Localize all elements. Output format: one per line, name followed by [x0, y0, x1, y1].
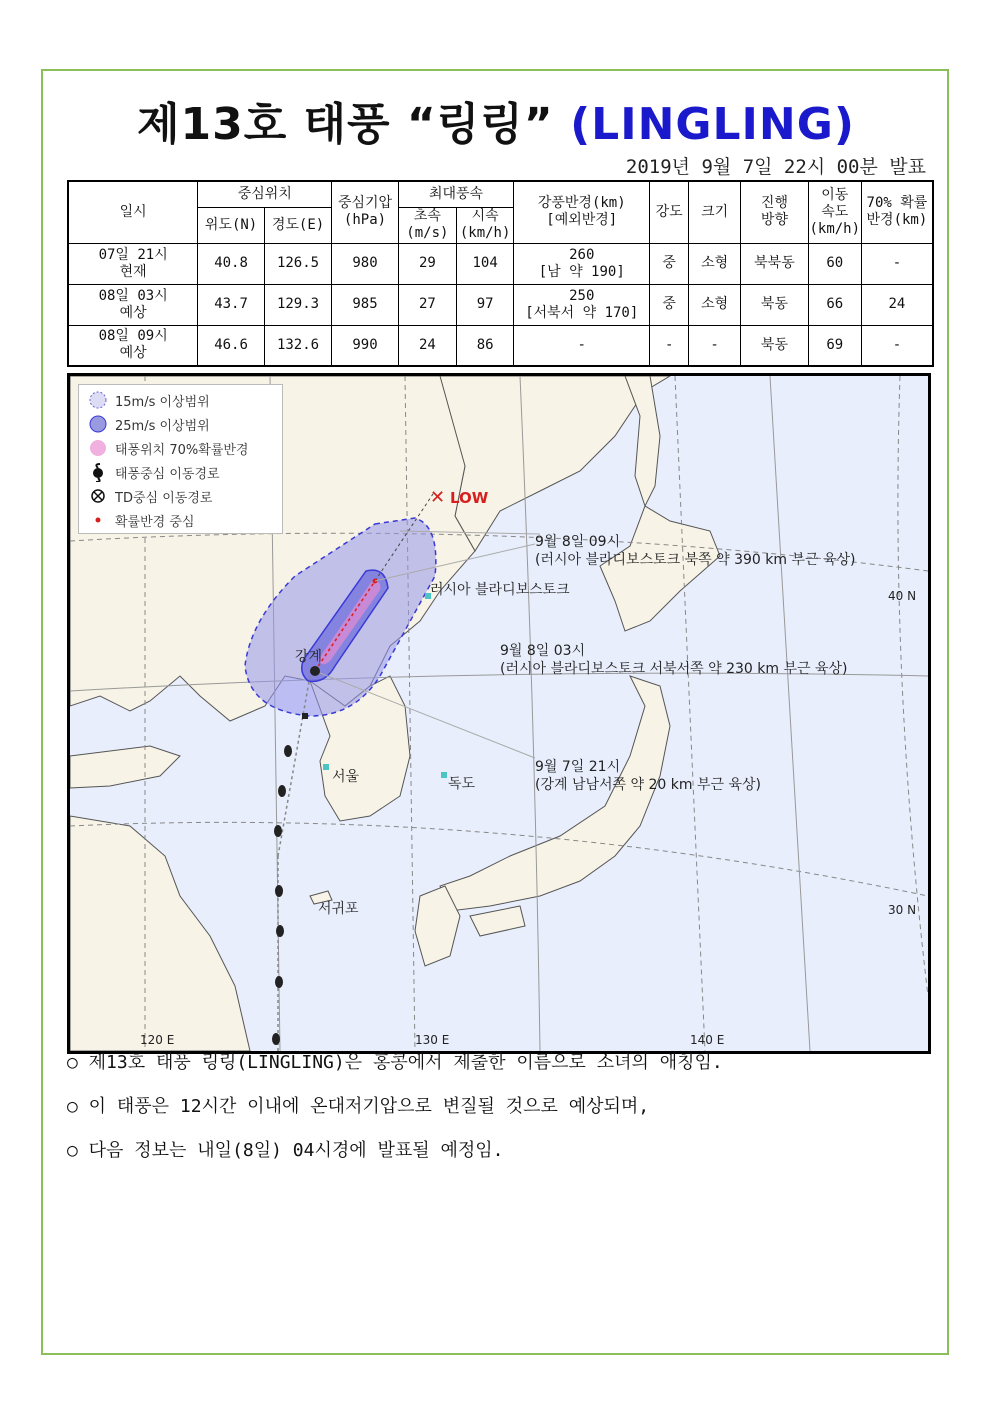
header-time: 일시 [68, 181, 198, 243]
typhoon-track-map [67, 373, 931, 1054]
forecast-0809-time: 9월 8일 09시 [535, 534, 621, 550]
header-ms: 초속 (m/s) [398, 207, 456, 243]
issued-datetime: 2019년 9월 7일 22시 00분 발표 [625, 156, 926, 178]
page-title [0, 88, 992, 152]
map-legend [78, 384, 283, 534]
lon-130-label: 130 E [415, 1033, 450, 1047]
light-circle-icon [87, 390, 109, 410]
header-lon: 경도(E) [264, 207, 331, 243]
legend-item: 태풍중심 이동경로 [87, 460, 282, 484]
lat-40-label: 40 N [888, 589, 917, 603]
vladivostok-label: 러시아 블라디보스토크 [430, 582, 570, 598]
city-seogwipo: 서귀포 [318, 901, 359, 917]
header-strength: 강도 [650, 181, 689, 243]
city-ganggye: 강계 [295, 649, 323, 665]
table-row: 08일 03시 예상 43.7 129.3 985 27 97 250 [서북서 약 170] 중 소형 북동 66 24 [68, 284, 933, 325]
lon-120-label: 120 E [140, 1033, 175, 1047]
forecast-0721-time: 9월 7일 21시 [535, 759, 621, 775]
legend-item: 15m/s 이상범위 [87, 388, 282, 412]
table-row: 08일 09시 예상 46.6 132.6 990 24 86 - - - 북동 69 - [68, 325, 933, 366]
header-maxwind: 최대풍속 [398, 181, 514, 207]
header-size: 크기 [689, 181, 741, 243]
header-prob: 70% 확률 반경(km) [861, 181, 933, 243]
forecast-0809-desc: (러시아 블라디보스토크 북쪽 약 390 km 부근 육상) [535, 552, 856, 568]
forecast-0803-time: 9월 8일 03시 [500, 643, 586, 659]
forecast-0803-desc: (러시아 블라디보스토크 서북서쪽 약 230 km 부근 육상) [500, 661, 848, 677]
city-dokdo: 독도 [448, 776, 476, 792]
title-korean: 제13호 태풍 “링링” [137, 99, 554, 150]
typhoon-current-symbol [310, 666, 320, 676]
circle-x-icon [87, 486, 109, 506]
typhoon-symbol-icon [87, 462, 109, 482]
legend-item: 25m/s 이상범위 [87, 412, 282, 436]
header-speed: 이동 속도 (km/h) [808, 181, 861, 243]
lon-140-label: 140 E [690, 1033, 725, 1047]
table-row: 07일 21시 현재 40.8 126.5 980 29 104 260 [남 약 190] 중 소형 북북동 60 - [68, 243, 933, 284]
dark-circle-icon [87, 414, 109, 434]
notes-section [67, 1050, 723, 1182]
lat-30-label: 30 N [888, 903, 917, 917]
legend-item: 확률반경 중심 [87, 508, 282, 532]
dokdo-marker [441, 772, 447, 778]
header-lat: 위도(N) [198, 207, 264, 243]
header-pressure: 중심기압 (hPa) [332, 181, 398, 243]
seoul-marker [323, 764, 329, 770]
pink-circle-icon [87, 438, 109, 458]
low-marker-icon: ✕ [430, 487, 446, 508]
header-radius: 강풍반경(km) [예외반경] [514, 181, 650, 243]
header-direction: 진행 방향 [741, 181, 808, 243]
header-kmh: 시속 (km/h) [457, 207, 514, 243]
forecast-0721-desc: (강계 남남서쪽 약 20 km 부근 육상) [535, 777, 761, 793]
red-dot-icon [87, 510, 109, 530]
typhoon-info-table [67, 180, 934, 367]
note-item: ○ 이 태풍은 12시간 이내에 온대저기압으로 변질될 것으로 예상되며, [67, 1096, 650, 1117]
note-item: ○ 제13호 태풍 링링(LINGLING)은 홍콩에서 제출한 이름으로 소녀의 애칭임. [67, 1052, 723, 1073]
city-seoul: 서울 [332, 769, 360, 785]
note-item: ○ 다음 정보는 내일(8일) 04시경에 발표될 예정임. [67, 1140, 504, 1161]
title-english: (LINGLING) [570, 99, 855, 150]
legend-item: TD중심 이동경로 [87, 484, 282, 508]
legend-item: 태풍위치 70%확률반경 [87, 436, 282, 460]
low-label: LOW [450, 489, 489, 507]
header-position: 중심위치 [198, 181, 332, 207]
